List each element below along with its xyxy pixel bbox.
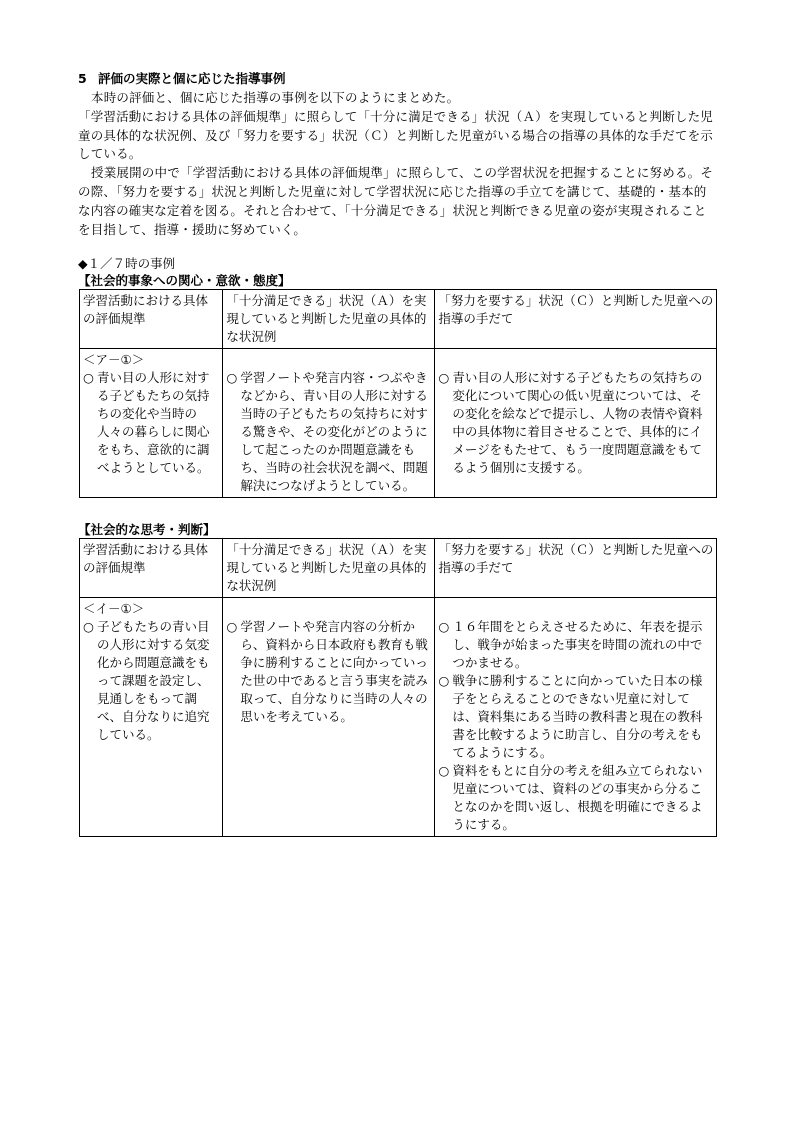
intro-paragraph-2: 「学習活動における具体の評価規準」に照らして「十分に満足できる」状況（Ａ）を実現していると判断した児童の具体的な状況例、及び「努力を要する」状況（Ｃ）と判断した児童がいる場合の指導の具体的な手だてを示している。 — [78, 108, 714, 162]
circle-mark-icon: ○ — [226, 370, 238, 386]
circle-mark-icon: ○ — [83, 370, 94, 386]
status-a-item: ○ 学習ノートや発言内容・つぶやきなどから、青い目の人形に対する当時の子どもたちの気持ちに対する驚きや、その変化がどのようにして起こったのか問題意識をもち、当時の社会状況を調べ、問題解決につなげようとしている。 — [226, 370, 428, 494]
status-c-item: ○ １６年間をとらえさせるために、年表を提示し、戦争が始まった事実を時間の流れの中でつかませる。 — [438, 619, 703, 671]
status-c-item: ○ 戦争に勝利することに向かっていた日本の様子をとらえることのできない児童に対しては、資料集にある当時の教科書と現在の教科書を比較するように助言し、自分の考えをもてるようにする。 — [438, 673, 703, 761]
header-status-c: 「努力を要する」状況（Ｃ）と判断した児童への指導の手だて — [435, 539, 717, 598]
circle-mark-icon: ○ — [438, 370, 450, 386]
table-title-thinking: 【社会的な思考・判断】 — [78, 522, 216, 538]
header-status-c: 「努力を要する」状況（Ｃ）と判断した児童への指導の手だて — [435, 290, 717, 349]
table-title-interest: 【社会的事象への関心・意欲・態度】 — [78, 273, 291, 289]
section-number: 5 — [78, 71, 87, 86]
circle-mark-icon: ○ — [226, 619, 238, 635]
status-c-cell — [435, 598, 717, 837]
header-status-a: 「十分満足できる」状況（Ａ）を実現していると判断した児童の具体的な状況例 — [223, 539, 435, 598]
intro-paragraph-1: 本時の評価と、個に応じた指導の事例を以下のようにまとめた。 — [91, 90, 460, 105]
criteria-code: ＜ア－①＞ — [83, 352, 145, 368]
header-status-a: 「十分満足できる」状況（Ａ）を実現していると判断した児童の具体的な状況例 — [223, 290, 435, 349]
circle-mark-icon: ○ — [438, 619, 450, 635]
criteria-cell — [80, 598, 223, 837]
intro-paragraph-3: 授業展開の中で「学習活動における具体の評価規準」に照らして、この学習状況を把握することに努める。その際、「努力を要する」状況と判断した児童に対して学習状況に応じた指導の手立てを講じて、基礎的・基本的な内容の確実な定着を図る。それと合わせて、「十分満足できる」状況と判断できる児童の姿が実現されることを目指して、指導・援助に努めていく。 — [78, 165, 714, 237]
status-a-cell — [223, 349, 435, 498]
case-title: ◆１／７時の事例 — [78, 256, 176, 272]
table-header-row — [80, 539, 717, 598]
status-c-item: ○ 青い目の人形に対する子どもたちの気持ちの変化について関心の低い児童については、その変化を絵などで提示し、人物の表情や資料中の具体物に着目させることで、具体的にイメージをもたせて、もう一度問題意識をもてるよう個別に支援する。 — [438, 370, 703, 476]
status-c-cell — [435, 349, 717, 498]
evaluation-table-thinking — [79, 538, 717, 837]
status-a-item: ○ 学習ノートや発言内容の分析から、資料から日本政府も教育も戦争に勝利することに向かっていった世の中であると言う事実を読み取って、自分なりに当時の人々の思いを考えている。 — [226, 619, 428, 725]
section-heading — [78, 70, 718, 88]
criteria-cell — [80, 349, 223, 498]
evaluation-table-interest — [79, 289, 717, 498]
circle-mark-icon: ○ — [438, 673, 450, 689]
criteria-item: ○ 青い目の人形に対する子どもたちの気持ちの変化や当時の人々の暮らしに関心をもち、意欲的に調べようとしている。 — [83, 370, 210, 476]
circle-mark-icon: ○ — [438, 763, 450, 779]
table-row — [80, 349, 717, 498]
header-criteria: 学習活動における具体の評価規準 — [80, 539, 223, 598]
header-criteria: 学習活動における具体の評価規準 — [80, 290, 223, 349]
table-header-row — [80, 290, 717, 349]
section-title: 評価の実際と個に応じた指導事例 — [98, 71, 286, 86]
criteria-code: ＜イ－①＞ — [83, 601, 145, 617]
table-row — [80, 598, 717, 837]
status-c-item: ○ 資料をもとに自分の考えを組み立てられない児童については、資料のどの事実から分ることなのかを問い返し、根拠を明確にできるようにする。 — [438, 763, 703, 833]
status-a-cell — [223, 598, 435, 837]
document-page — [78, 70, 718, 837]
circle-mark-icon: ○ — [83, 619, 94, 635]
criteria-item: ○ 子どもたちの青い目の人形に対する気変化から問題意識をもって課題を設定し、見通しをもって調べ、自分なりに追究している。 — [83, 619, 210, 743]
